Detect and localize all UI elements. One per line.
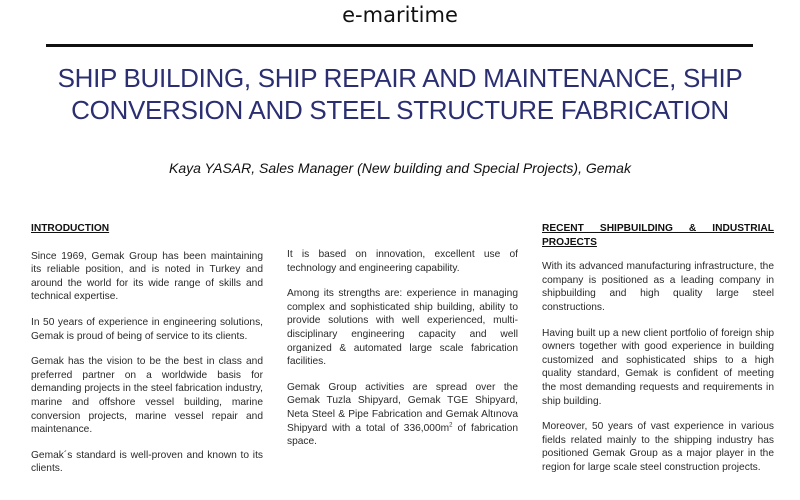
paragraph: Gemak has the vision to be the best in class and preferred partner on a worldwide basis for demanding projects in the steel fabrication industry, marine and offshore vessel building, marine conversion projects, marine vessel repair and maintenance. (31, 356, 263, 436)
paragraph: Moreover, 50 years of vast experience in various fields related mainly to the shipping industry has positioned Gemak Group as a major player in the region for large scale steel construction projects. (542, 421, 774, 473)
masthead: e-maritime (342, 3, 458, 27)
paragraph: Having built up a new client portfolio of foreign ship owners together with good experience in building customized and sophisticated ships to a high quality standard, Gemak is confident of meeting the most demanding requests and requirements in ship building. (542, 327, 774, 407)
author-line: Kaya YASAR, Sales Manager (New building and Special Projects), Gemak (169, 160, 631, 176)
article-title: SHIP BUILDING, SHIP REPAIR AND MAINTENANCE, SHIP CONVERSION AND STEEL STRUCTURE FABRICATION (57, 63, 743, 125)
superscript: 2 (449, 422, 453, 429)
paragraph (287, 381, 518, 449)
paragraph: Since 1969, Gemak Group has been maintaining its reliable position, and is noted in Turkey and around the world for its wide range of skills and technical expertise. (31, 250, 263, 303)
paragraph-text-end: of fabrication space. (287, 422, 518, 448)
paragraph: Gemak´s standard is well-proven and known to its clients. (31, 449, 263, 475)
paragraph-text: Gemak Group activities are spread over the Gemak Tuzla Shipyard, Gemak TGE Shipyard, Neta Steel & Pipe Fabrication and Gemak Altınova Shipyard with a total of 336,000m (287, 381, 518, 434)
paragraph: Among its strengths are: experience in managing complex and sophisticated ship building, ability to provide solutions with well experienced, multi-disciplinary engineering capacity and well organized & automated large scale fabrication facilities. (287, 288, 518, 368)
paragraph: With its advanced manufacturing infrastructure, the company is positioned as a leading company in shipbuilding and high quality large steel constructions. (542, 261, 774, 313)
paragraph: In 50 years of experience in engineering solutions, Gemak is proud of being of service to its clients. (31, 316, 263, 342)
column-2 (287, 248, 518, 461)
header-rule (46, 44, 753, 47)
section-heading-introduction: INTRODUCTION (31, 223, 110, 234)
section-heading-recent-projects: RECENT SHIPBUILDING & INDUSTRIAL PROJECTS (542, 223, 774, 248)
column-1 (31, 222, 263, 488)
paragraph: It is based on innovation, excellent use of technology and engineering capability. (287, 249, 518, 274)
column-3 (542, 222, 774, 487)
